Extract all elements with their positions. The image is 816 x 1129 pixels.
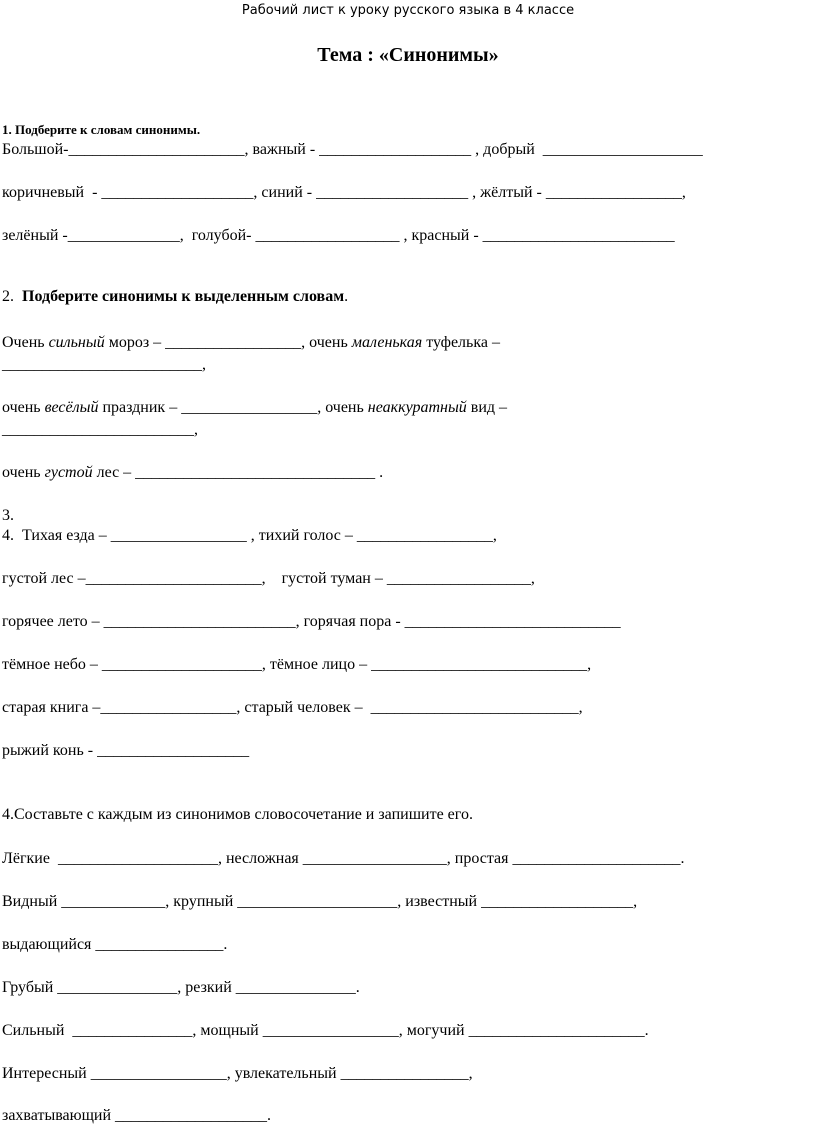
task2-row-1: [2, 333, 500, 353]
task4-row-3: выдающийся ________________.: [2, 936, 228, 953]
task2-row-2: [2, 398, 507, 418]
task2-heading: Подберите синонимы к выделенным словам: [22, 288, 345, 305]
text: вид –: [466, 399, 508, 416]
task4-row-4: Грубый _______________, резкий _______________.: [2, 979, 360, 996]
highlighted-word: неаккуратный: [367, 399, 467, 416]
text: праздник – _________________, очень: [98, 399, 368, 416]
highlighted-word: весёлый: [44, 399, 99, 416]
task4-row-7: захватывающий ___________________.: [2, 1107, 272, 1124]
task1-heading: 1. Подберите к словам синонимы.: [2, 122, 201, 137]
task4-row-5: Сильный _______________, мощный _________________, могучий ______________________.: [2, 1022, 649, 1039]
task3-row-5: старая книга –_________________, старый человек – __________________________,: [2, 699, 583, 716]
task1-row-3: зелёный -______________, голубой- __________________ , красный - ________________________: [2, 227, 675, 244]
task2-row-3: [2, 463, 383, 483]
highlighted-word: густой: [44, 464, 93, 481]
text: очень: [2, 464, 45, 481]
task3-number: 3.: [2, 507, 14, 524]
task3-row-6: рыжий конь - ___________________: [2, 742, 250, 759]
text: очень: [2, 399, 45, 416]
text: мороз – _________________, очень: [104, 334, 352, 351]
highlighted-word: сильный: [48, 334, 105, 351]
task2-heading-end: .: [344, 288, 349, 305]
text: туфелька –: [422, 334, 500, 351]
task2-row-2-cont: ________________________,: [2, 421, 198, 438]
task4-row-2: Видный _____________, крупный ____________________, известный ___________________,: [2, 893, 638, 910]
task4-heading: 4.Составьте с каждым из синонимов словосочетание и запишите его.: [2, 806, 473, 823]
highlighted-word: маленькая: [351, 334, 423, 351]
task2-row-1-cont: _________________________,: [2, 356, 206, 373]
worksheet-header: Рабочий лист к уроку русского языка в 4 классе: [241, 3, 575, 18]
text: Очень: [2, 334, 49, 351]
task3-row-3: горячее лето – ________________________, горячая пора - ___________________________: [2, 613, 621, 630]
text: лес – ______________________________ .: [92, 464, 384, 481]
task3-row-4: тёмное небо – ____________________, тёмное лицо – ___________________________,: [2, 656, 592, 673]
task4-row-1: Лёгкие ____________________, несложная __________________, простая _____________________.: [2, 850, 685, 867]
task3-row-2: густой лес –______________________, густой туман – __________________,: [2, 570, 535, 587]
task1-row-2: коричневый - ___________________, синий - ___________________ , жёлтый - _________________,: [2, 184, 686, 201]
task4-row-6: Интересный _________________, увлекательный ________________,: [2, 1065, 473, 1082]
task2-heading-line: [2, 287, 348, 307]
task3-row-1: 4. Тихая езда – _________________ , тихий голос – _________________,: [2, 527, 497, 544]
page-title: Тема : «Синонимы»: [317, 44, 499, 66]
task1-row-1: Большой-______________________, важный - ___________________ , добрый ____________________: [2, 141, 703, 158]
task2-number: 2.: [2, 288, 22, 305]
